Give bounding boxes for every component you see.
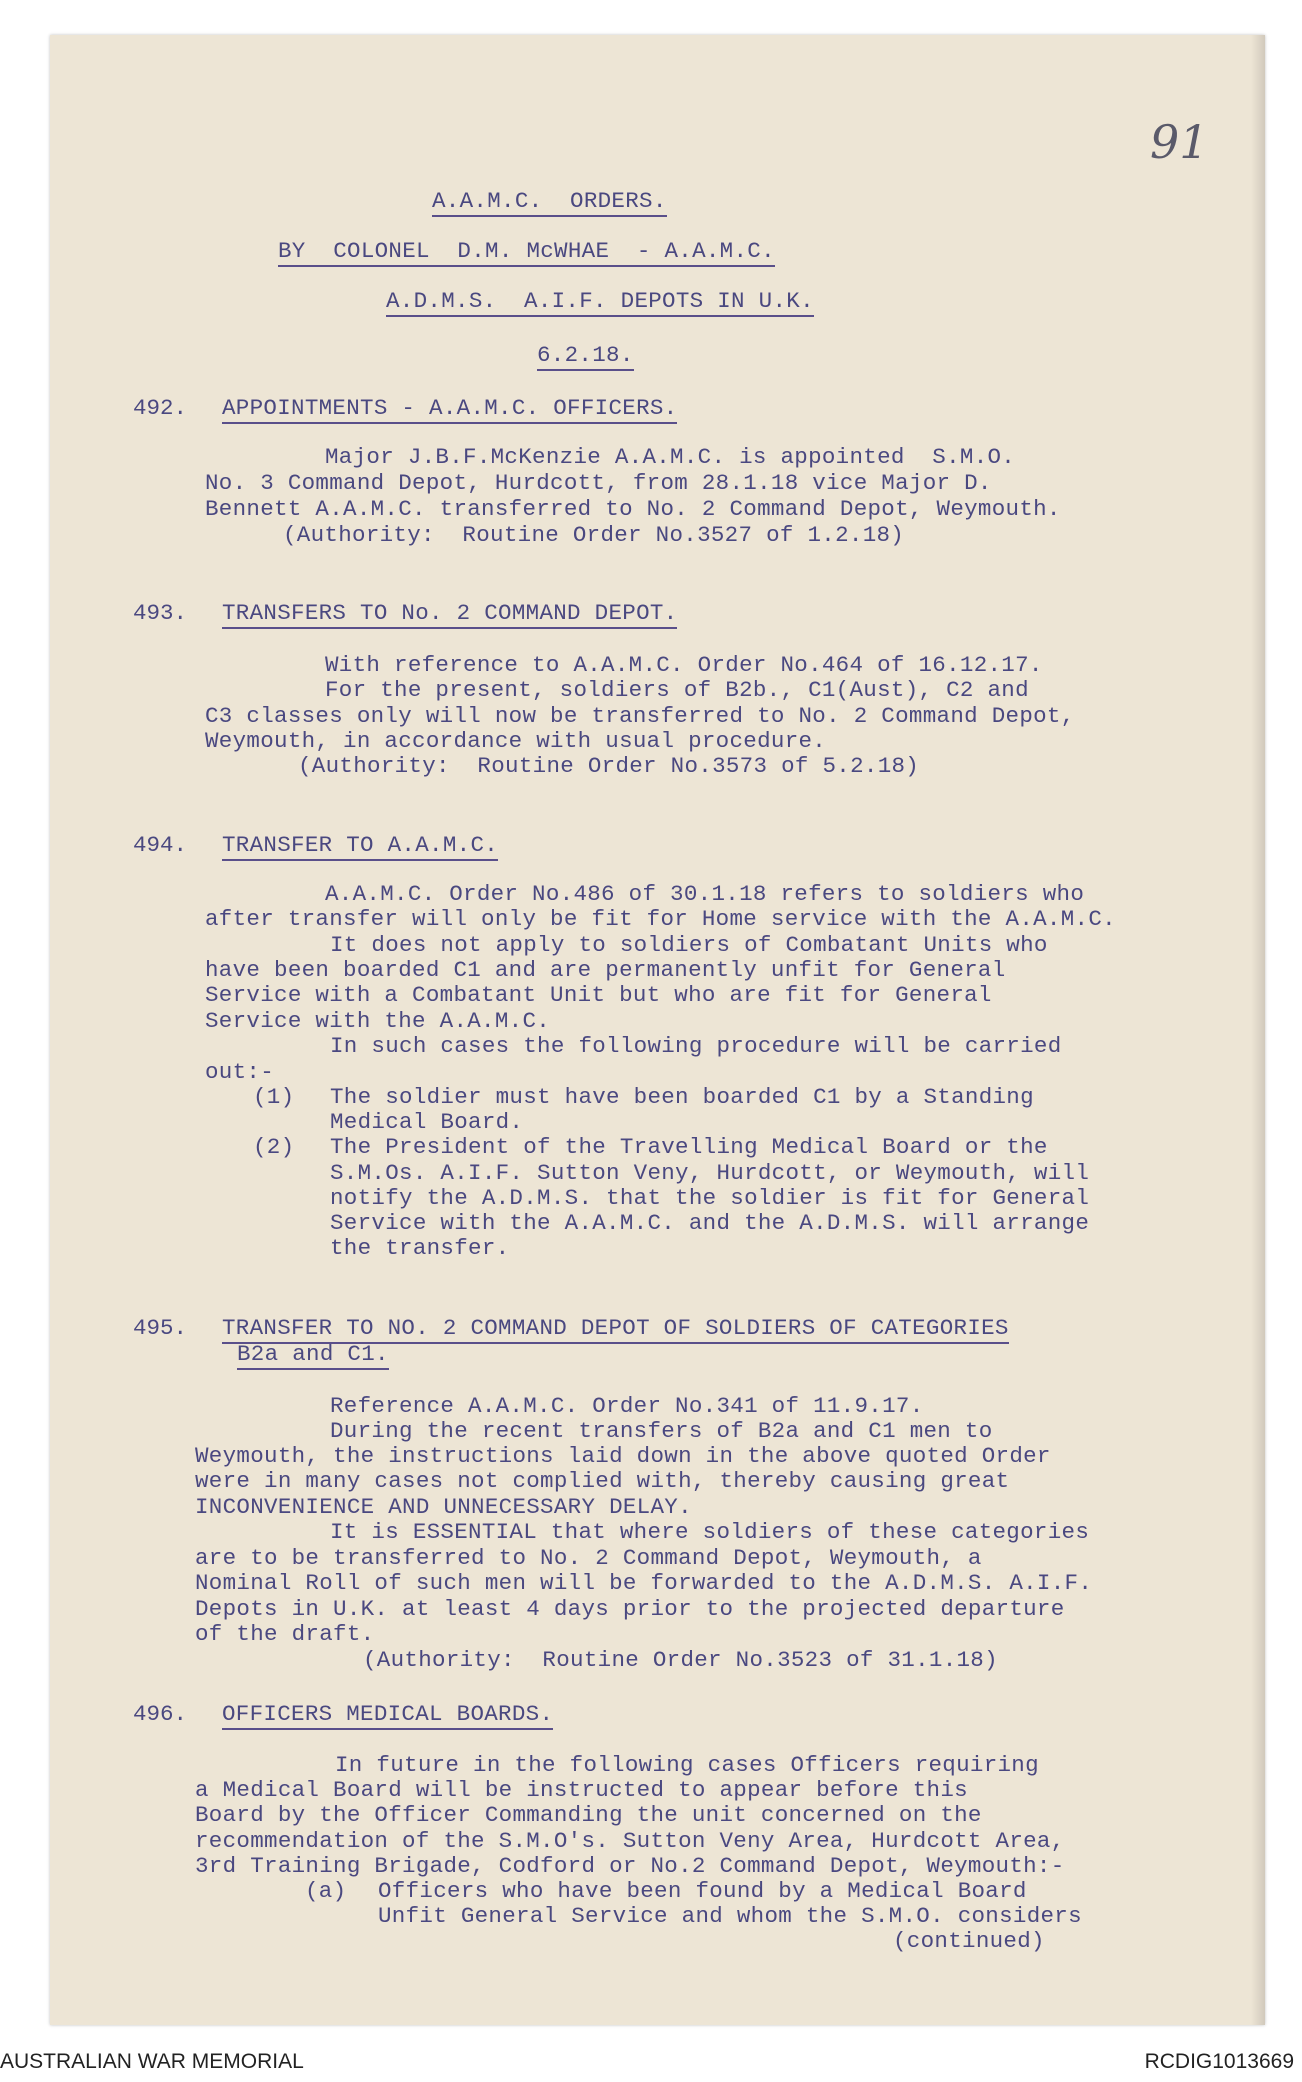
body-line: Unfit General Service and whom the S.M.O. considers	[378, 1903, 1082, 1929]
body-line: Officers who have been found by a Medical Board	[378, 1878, 1027, 1904]
section-title-continued: B2a and C1.	[237, 1341, 389, 1367]
body-line: Weymouth, in accordance with usual procedure.	[205, 728, 827, 754]
list-marker: (a)	[305, 1878, 347, 1904]
authority-line: (Authority: Routine Order No.3573 of 5.2.18)	[298, 753, 920, 779]
body-line: 3rd Training Brigade, Codford or No.2 Command Depot, Weymouth:-	[195, 1853, 1065, 1879]
body-line: Service with the A.A.M.C. and the A.D.M.S. will arrange	[330, 1210, 1090, 1236]
section-number: 493.	[133, 600, 188, 626]
body-line: Weymouth, the instructions laid down in the above quoted Order	[195, 1443, 1051, 1469]
body-line: Board by the Officer Commanding the unit concerned on the	[195, 1802, 982, 1828]
continued-note: (continued)	[893, 1928, 1045, 1954]
section-title: TRANSFER TO NO. 2 COMMAND DEPOT OF SOLDIERS OF CATEGORIES	[222, 1315, 1009, 1341]
header-title: A.A.M.C. ORDERS.	[432, 188, 667, 214]
header-date: 6.2.18.	[537, 342, 634, 368]
body-line: out:-	[205, 1059, 275, 1085]
body-line: Major J.B.F.McKenzie A.A.M.C. is appointed S.M.O.	[325, 444, 1016, 470]
section-number: 496.	[133, 1701, 188, 1727]
body-line: INCONVENIENCE AND UNNECESSARY DELAY.	[195, 1494, 692, 1520]
section-title: OFFICERS MEDICAL BOARDS.	[222, 1701, 553, 1727]
section-title: TRANSFERS TO No. 2 COMMAND DEPOT.	[222, 600, 677, 626]
body-line: Service with a Combatant Unit but who are fit for General	[205, 982, 992, 1008]
authority-line: (Authority: Routine Order No.3527 of 1.2.18)	[283, 522, 905, 548]
body-line: after transfer will only be fit for Home service with the A.A.M.C.	[205, 906, 1116, 932]
body-line: of the draft.	[195, 1621, 375, 1647]
authority-line: (Authority: Routine Order No.3523 of 31.1.18)	[363, 1647, 998, 1673]
section-number: 495.	[133, 1315, 188, 1341]
page-number: 91	[1150, 115, 1209, 169]
body-line: were in many cases not complied with, thereby causing great	[195, 1468, 1010, 1494]
body-line: No. 3 Command Depot, Hurdcott, from 28.1.18 vice Major D.	[205, 470, 992, 496]
body-line: Medical Board.	[330, 1109, 524, 1135]
body-line: In future in the following cases Officers requiring	[335, 1752, 1039, 1778]
body-line: Bennett A.A.M.C. transferred to No. 2 Command Depot, Weymouth.	[205, 496, 1061, 522]
body-line: Reference A.A.M.C. Order No.341 of 11.9.17.	[330, 1393, 924, 1419]
footer-id: RCDIG1013669	[1144, 2050, 1294, 2073]
body-line: A.A.M.C. Order No.486 of 30.1.18 refers to soldiers who	[325, 881, 1085, 907]
body-line: S.M.Os. A.I.F. Sutton Veny, Hurdcott, or Weymouth, will	[330, 1160, 1090, 1186]
body-line: have been boarded C1 and are permanently unfit for General	[205, 957, 1006, 983]
body-line: With reference to A.A.M.C. Order No.464 of 16.12.17.	[325, 652, 1043, 678]
section-title: TRANSFER TO A.A.M.C.	[222, 832, 498, 858]
header-unit: A.D.M.S. A.I.F. DEPOTS IN U.K.	[386, 288, 814, 314]
list-marker: (2)	[253, 1134, 295, 1160]
body-line: notify the A.D.M.S. that the soldier is fit for General	[330, 1185, 1090, 1211]
body-line: In such cases the following procedure will be carried	[330, 1033, 1062, 1059]
section-title: APPOINTMENTS - A.A.M.C. OFFICERS.	[222, 395, 677, 421]
body-line: C3 classes only will now be transferred to No. 2 Command Depot,	[205, 703, 1075, 729]
header-issuer: BY COLONEL D.M. McWHAE - A.A.M.C.	[278, 238, 775, 264]
list-marker: (1)	[253, 1084, 295, 1110]
footer-source: AUSTRALIAN WAR MEMORIAL	[0, 2050, 304, 2073]
body-line: are to be transferred to No. 2 Command Depot, Weymouth, a	[195, 1545, 982, 1571]
section-number: 494.	[133, 832, 188, 858]
section-number: 492.	[133, 395, 188, 421]
body-line: the transfer.	[330, 1235, 510, 1261]
body-line: a Medical Board will be instructed to appear before this	[195, 1777, 968, 1803]
body-line: Nominal Roll of such men will be forwarded to the A.D.M.S. A.I.F.	[195, 1570, 1093, 1596]
body-line: It does not apply to soldiers of Combatant Units who	[330, 932, 1048, 958]
body-line: It is ESSENTIAL that where soldiers of these categories	[330, 1519, 1090, 1545]
body-line: recommendation of the S.M.O's. Sutton Veny Area, Hurdcott Area,	[195, 1828, 1065, 1854]
body-line: The soldier must have been boarded C1 by a Standing	[330, 1084, 1034, 1110]
body-line: For the present, soldiers of B2b., C1(Aust), C2 and	[325, 677, 1029, 703]
body-line: The President of the Travelling Medical Board or the	[330, 1134, 1048, 1160]
body-line: During the recent transfers of B2a and C1 men to	[330, 1418, 993, 1444]
body-line: Service with the A.A.M.C.	[205, 1008, 551, 1034]
body-line: Depots in U.K. at least 4 days prior to the projected departure	[195, 1596, 1065, 1622]
